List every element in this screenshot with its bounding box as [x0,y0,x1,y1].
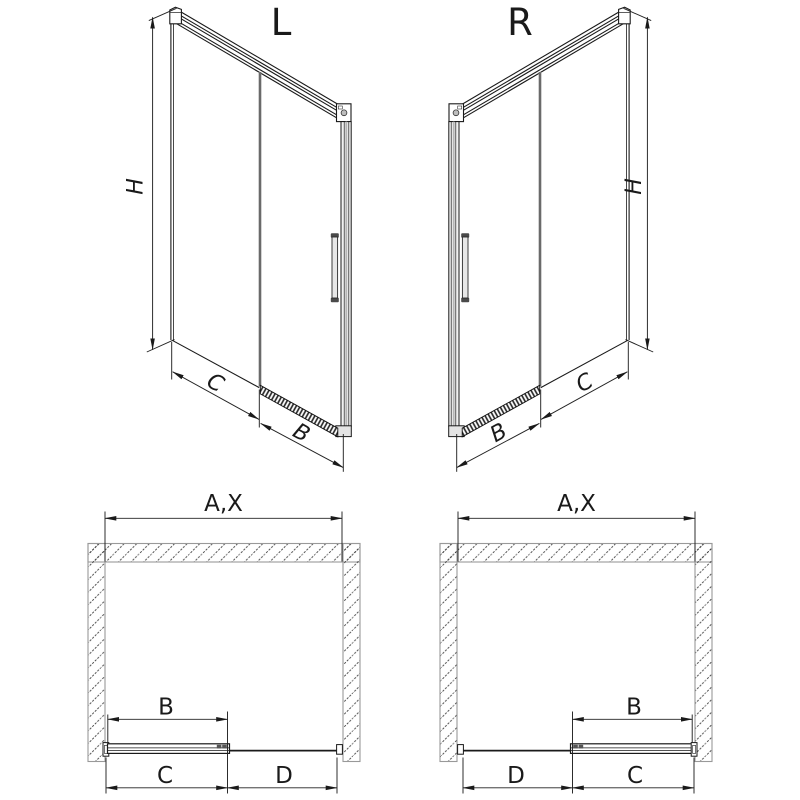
dim-label-c-right: C [572,368,598,398]
walls [440,544,712,762]
variant-label-left: L [270,1,292,44]
dim-label-ax-right-plan: A,X [557,491,596,517]
sliding-door-panel [571,744,693,754]
wall-top [440,544,712,563]
wall-profile [337,745,343,755]
dim-label-c-left-plan: C [156,763,174,789]
roller-block [217,745,222,749]
wall-left [88,544,105,762]
dim-label-c-right-plan: C [626,763,644,789]
dim-label-h-left: H [123,178,149,195]
walls [88,544,360,762]
variant-label-right: R [507,1,533,44]
dim-label-h-right: H [622,178,647,195]
dim-label-b-right-plan: B [626,694,642,721]
dim-label-d-left-plan: D [275,763,293,789]
door-assembly [103,743,342,757]
dim-label-d-right-plan: D [507,763,525,789]
dim-label-b-right: B [486,418,512,448]
roller-block [222,745,227,749]
dim-label-ax-left-plan: A,X [204,491,243,517]
dim-label-c-left: C [202,368,228,398]
wall-right [695,544,712,762]
roller-block [573,745,578,749]
wall-profile [458,745,464,755]
iso-view-left [124,1,352,472]
roller-block [579,745,584,749]
plan-view-left [88,491,360,794]
dim-label-b-left: B [288,418,314,448]
iso-view-right [449,1,654,472]
plan-view-right [440,491,712,794]
wall-profile [691,743,697,757]
dim-label-b-left-plan: B [158,694,174,721]
wall-right [343,544,360,762]
wall-top [88,544,360,563]
door-assembly [458,743,697,757]
sliding-door-panel [108,744,230,754]
wall-left [440,544,457,762]
